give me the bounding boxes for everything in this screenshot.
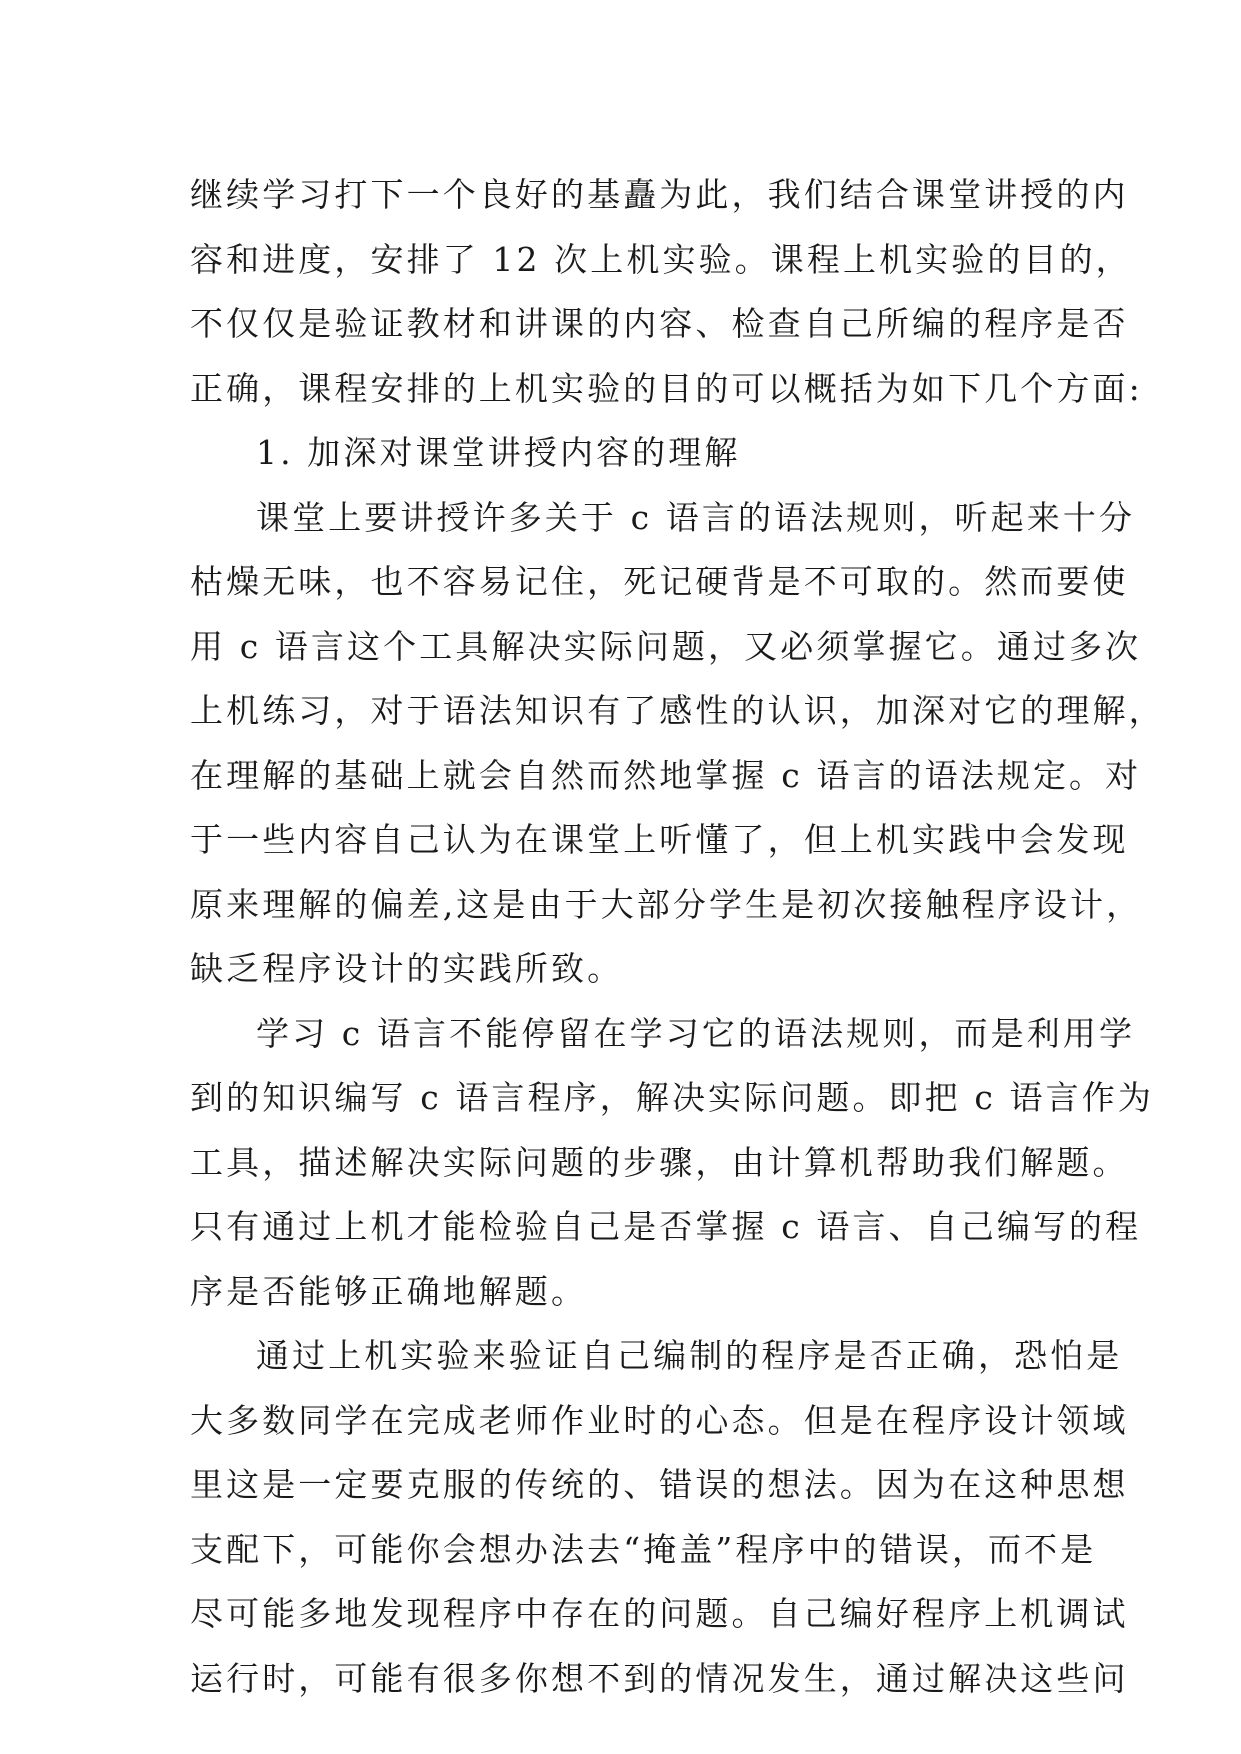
text-line: 于一些内容自己认为在课堂上听懂了，但上机实践中会发现 — [190, 820, 1129, 859]
text-line: 不仅仅是验证教材和讲课的内容、检查自己所编的程序是否 — [190, 304, 1129, 343]
text-line: 原来理解的偏差,这是由于大部分学生是初次接触程序设计， — [190, 884, 1143, 924]
document-body — [190, 163, 1165, 1711]
text-line: 到的知识编写 c 语言程序，解决实际问题。即把 c 语言作为 — [190, 1078, 1154, 1117]
section-heading: 1. 加深对课堂讲授内容的理解 — [256, 433, 741, 472]
text-line: 序是否能够正确地解题。 — [190, 1271, 588, 1311]
text-line: 里这是一定要克服的传统的、错误的想法。因为在这种思想 — [190, 1465, 1129, 1504]
text-line: 尽可能多地发现程序中存在的问题。自己编好程序上机调试 — [190, 1594, 1129, 1633]
text-line: 工具，描述解决实际问题的步骤，由计算机帮助我们解题。 — [190, 1142, 1129, 1182]
text-line: 枯燥无味，也不容易记住，死记硬背是不可取的。然而要使 — [190, 562, 1129, 601]
text-line: 支配下，可能你会想办法去“掩盖”程序中的错误，而不是 — [190, 1529, 1097, 1569]
text-line: 大多数同学在完成老师作业时的心态。但是在程序设计领域 — [190, 1400, 1129, 1440]
text-line: 运行时，可能有很多你想不到的情况发生，通过解决这些问 — [190, 1658, 1129, 1698]
text-line: 上机练习，对于语法知识有了感性的认识，加深对它的理解， — [190, 691, 1165, 730]
text-line: 缺乏程序设计的实践所致。 — [190, 949, 624, 988]
text-line: 继续学习打下一个良好的基矗为此，我们结合课堂讲授的内 — [190, 175, 1129, 214]
text-line: 容和进度，安排了 12 次上机实验。课程上机实验的目的， — [190, 239, 1132, 279]
text-line: 通过上机实验来验证自己编制的程序是否正确，恐怕是 — [256, 1336, 1123, 1375]
text-line: 课堂上要讲授许多关于 c 语言的语法规则，听起来十分 — [256, 497, 1136, 537]
text-line: 只有通过上机才能检验自己是否掌握 c 语言、自己编写的程 — [190, 1207, 1142, 1246]
text-line: 在理解的基础上就会自然而然地掌握 c 语言的语法规定。对 — [190, 755, 1142, 795]
text-line: 学习 c 语言不能停留在学习它的语法规则，而是利用学 — [256, 1013, 1136, 1053]
text-line: 用 c 语言这个工具解决实际问题，又必须掌握它。通过多次 — [190, 626, 1142, 666]
text-line: 正确，课程安排的上机实验的目的可以概括为如下几个方面: — [190, 368, 1143, 408]
